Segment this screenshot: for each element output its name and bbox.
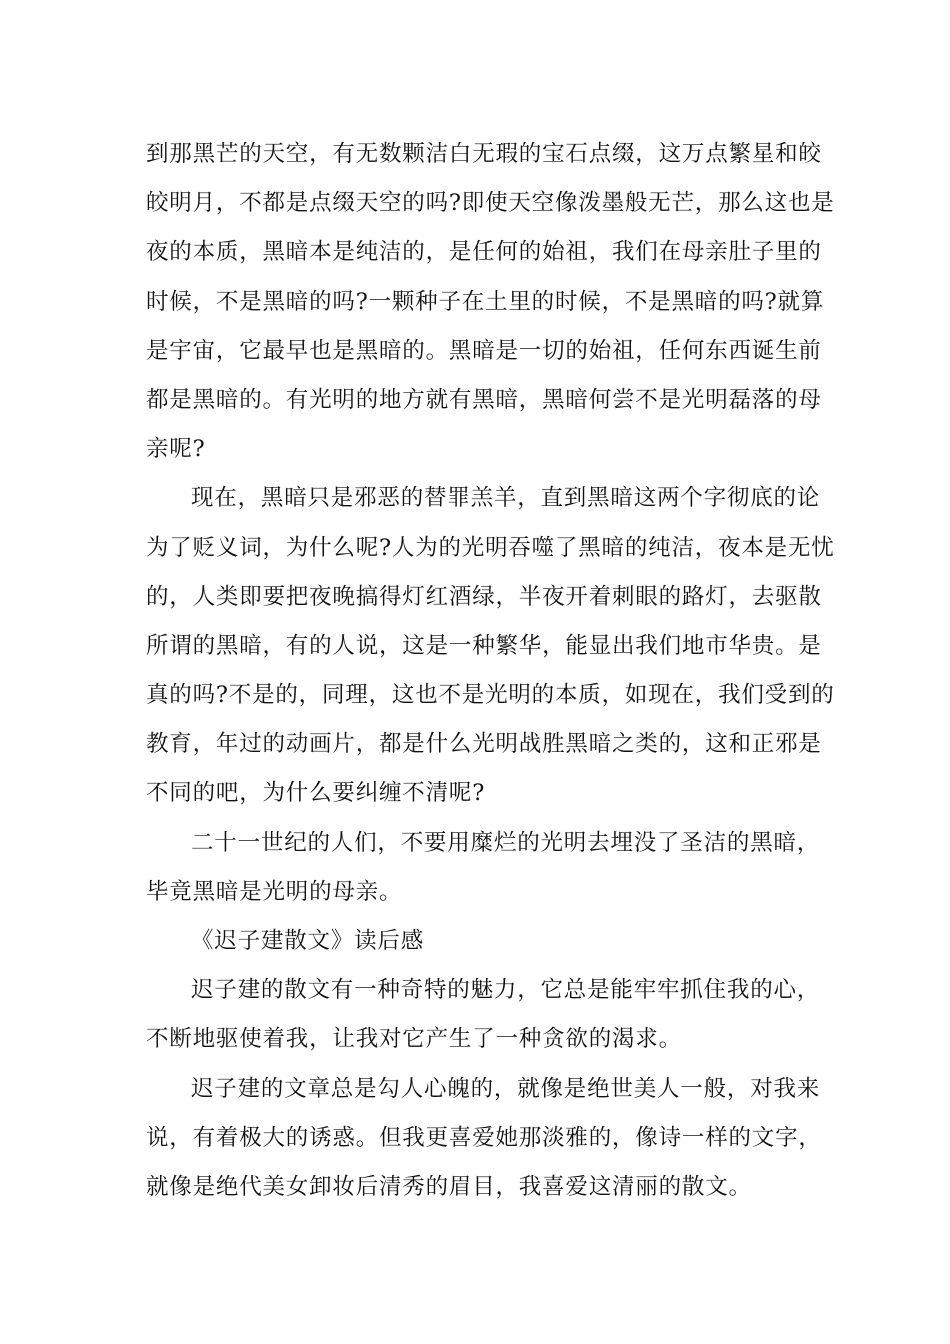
text-line: 时候，不是黑暗的吗?一颗种子在土里的时候，不是黑暗的吗?就算 <box>146 288 825 315</box>
text-line: 迟子建的文章总是勾人心魄的，就像是绝世美人一般，对我来 <box>191 1075 821 1102</box>
text-line: 说，有着极大的诱惑。但我更喜爱她那淡雅的，像诗一样的文字， <box>146 1124 822 1151</box>
text-line: 就像是绝代美女卸妆后清秀的眉目，我喜爱这清丽的散文。 <box>146 1173 752 1200</box>
text-line: 《迟子建散文》读后感 <box>191 928 425 954</box>
text-line: 夜的本质，黑暗本是纯洁的，是任何的始祖，我们在母亲肚子里的 <box>146 239 822 266</box>
text-line: 不同的吧，为什么要纠缠不清呢? <box>146 780 486 807</box>
text-line: 亲呢? <box>146 436 206 463</box>
text-line: 真的吗?不是的，同理，这也不是光明的本质，如现在，我们受到的 <box>146 682 835 709</box>
text-line: 皎明月，不都是点缀天空的吗?即使天空像泼墨般无芒，那么这也是 <box>146 190 835 217</box>
text-line: 都是黑暗的。有光明的地方就有黑暗，黑暗何尝不是光明磊落的母 <box>146 386 822 413</box>
text-line: 二十一世纪的人们，不要用糜烂的光明去埋没了圣洁的黑暗， <box>191 829 821 856</box>
text-line: 是宇宙，它最早也是黑暗的。黑暗是一切的始祖，任何东西诞生前 <box>146 337 822 364</box>
text-line: 到那黑芒的天空，有无数颗洁白无瑕的宝石点缀，这万点繁星和皎 <box>146 141 822 167</box>
text-line: 为了贬义词，为什么呢?人为的光明吞噬了黑暗的纯洁，夜本是无忧 <box>146 534 835 561</box>
text-line: 不断地驱使着我，让我对它产生了一种贪欲的渴求。 <box>146 1026 682 1053</box>
text-line: 毕竟黑暗是光明的母亲。 <box>146 878 403 905</box>
text-line: 教育，年过的动画片，都是什么光明战胜黑暗之类的，这和正邪是 <box>146 731 822 758</box>
document-body <box>146 130 835 1212</box>
text-line: 迟子建的散文有一种奇特的魅力，它总是能牢牢抓住我的心， <box>191 977 821 1004</box>
text-line: 现在，黑暗只是邪恶的替罪羔羊，直到黑暗这两个字彻底的论 <box>191 485 821 512</box>
text-line: 的，人类即要把夜晚搞得灯红酒绿，半夜开着刺眼的路灯，去驱散 <box>146 583 822 610</box>
text-line: 所谓的黑暗，有的人说，这是一种繁华，能显出我们地市华贵。是 <box>146 632 822 659</box>
